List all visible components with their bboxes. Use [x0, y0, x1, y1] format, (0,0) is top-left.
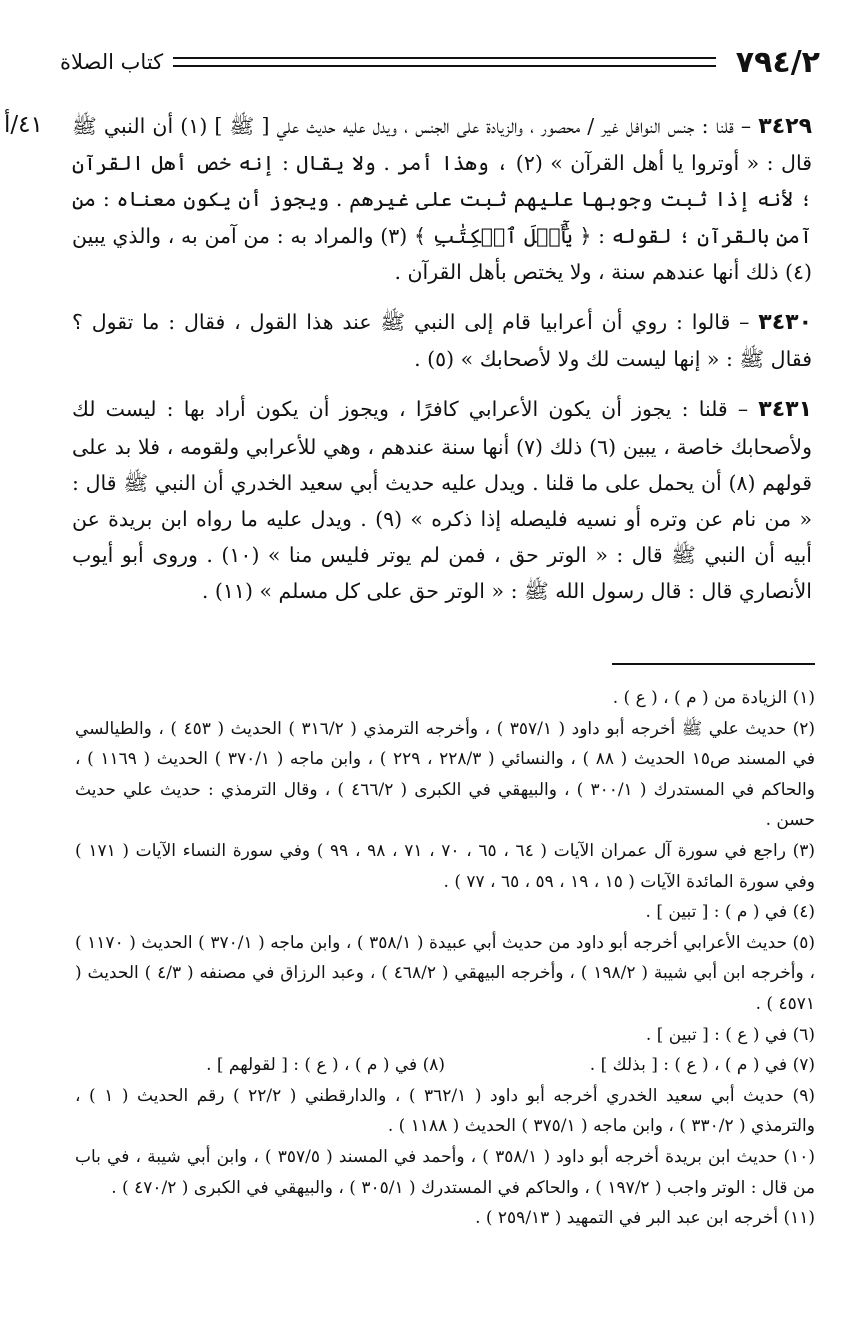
footnote-separator	[612, 663, 815, 665]
main-text	[72, 108, 812, 624]
footnote-8: (٨) في ( م ) ، ( ع ) : [ لقولهم ] .	[206, 1055, 445, 1076]
manuscript-folio-reference: ٤١/أ	[4, 112, 43, 138]
paragraph-number: ٣٤٢٩	[758, 114, 812, 139]
footnote-1: (١) الزيادة من ( م ) ، ( ع ) .	[612, 688, 815, 708]
page-number: ٧٩٤/٢	[735, 44, 820, 80]
footnote-10: (١٠) حديث ابن بريدة أخرجه أبو داود ( ٣٥٨/١ ) ، وأحمد في المسند ( ٣٥٧/٥ ) ، وابن أبي شيبة ، في باب من قال : الوتر واجب ( ١٩٧/٢ ) ، والحاكم في المستدرك ( ٣٠٥/١ ) ، والبيهقي في الكبرى ( ٤٧٠/٢ ) .	[75, 1146, 815, 1198]
footnote-6: (٦) في ( ع ) : [ تبين ] .	[645, 1024, 815, 1045]
footnote-7: (٧) في ( م ) ، ( ع ) : [ بذلك ] .	[589, 1055, 815, 1076]
footnote-row	[75, 1020, 815, 1051]
footnote-11: (١١) أخرجه ابن عبد البر في التمهيد ( ٢٥٩/١٣ ) .	[475, 1208, 815, 1229]
book-title: كتاب الصلاة	[60, 50, 164, 74]
footnote-4: (٤) في ( م ) : [ تبين ] .	[645, 902, 815, 923]
page-header	[60, 42, 820, 82]
footnote-5: (٥) حديث الأعرابي أخرجه أبو داود من حديث أبي عبيدة ( ٣٥٨/١ ) ، وابن ماجه ( ٣٧٠/١ ) الحديث ( ١١٧٠ ) ، وأخرجه ابن أبي شيبة ( ١٩٨/٢ ) ، وأخرجه البيهقي ( ٤٦٨/٢ ) ، وعبد الرزاق في مصنفه ( ٤/٣ ) الحديث ( ٤٥٧١ ) .	[75, 932, 816, 1014]
footnote-2: (٢) حديث علي ﷺ أخرجه أبو داود ( ٣٥٧/١ ) ، وأخرجه الترمذي ( ٣١٦/٢ ) الحديث ( ٤٥٣ ) ، والطيالسي في المسند ص١٥ الحديث ( ٨٨ ) ، والنسائي ( ٢٢٨/٣ ، ٢٢٩ ) ، وابن ماجه ( ٣٧٠/١ ) الحديث ( ١١٦٩ ) ، والحاكم في المستدرك ( ٣٠٠/١ ) ، والبيهقي في الكبرى ( ٤٦٦/٢ ) ، وقال الترمذي : حديث علي حديث حسن .	[75, 718, 815, 831]
footnote-9: (٩) حديث أبي سعيد الخدري أخرجه أبو داود ( ٣٦٢/١ ) ، والدارقطني ( ٢٢/٢ ) رقم الحديث ( ١ ) ، والترمذي ( ٣٣٠/٢ ) ، وابن ماجه ( ٣٧٥/١ ) الحديث ( ١١٨٨ ) .	[75, 1085, 815, 1137]
paragraph-3431	[72, 391, 812, 609]
footnotes	[75, 683, 815, 1234]
paragraph-text: – قلنا : جنس النوافل غير / محصور ، والزيادة على الجنس ، ويدل عليه حديث علي [ ﷺ ] (١) أن النبي ﷺ قال : « أوتروا يا أهل القرآن » (٢) ، وهذا أمر . ولا يقال : إنه خص أهل القرآن ؛ لأنه إذا ثبت وجوبها عليهم ثبت على غيرهم . ويجوز أن يكون معناه : من آمن بالقرآن ؛ لقوله : ﴿ يَٰٓأَهۡلَ ٱلۡكِتَٰبِ ﴾ (٣) والمراد به : من آمن به ، والذي يبين (٤) ذلك أنها عندهم سنة ، ولا يختص بأهل القرآن .	[72, 114, 812, 284]
paragraph-text: – قالوا : روي أن أعرابيا قام إلى النبي ﷺ عند هذا القول ، فقال : ما تقول ؟ فقال ﷺ : « إنها ليست لك ولا لأصحابك » (٥) .	[72, 310, 812, 372]
paragraph-3429	[72, 108, 812, 290]
header-double-rule	[173, 57, 716, 67]
paragraph-3430	[72, 304, 812, 377]
paragraph-number: ٣٤٣٠	[758, 310, 812, 336]
footnote-row	[75, 1050, 815, 1081]
paragraph-number: ٣٤٣١	[758, 397, 812, 423]
footnote-3: (٣) راجع في سورة آل عمران الآيات ( ٦٤ ، ٦٥ ، ٧٠ ، ٧١ ، ٩٨ ، ٩٩ ) وفي سورة النساء الآيات ( ١٧١ ) وفي سورة المائدة الآيات ( ١٥ ، ١٩ ، ٥٩ ، ٦٥ ، ٧٧ ) .	[75, 840, 816, 892]
paragraph-text: – قلنا : يجوز أن يكون الأعرابي كافرًا ، ويجوز أن يكون أراد بها : ليست لك ولأصحابك خاصة ، يبين (٦) ذلك (٧) أنها سنة عندهم ، وهي للأعرابي ولقومه ، فلا بد على قولهم (٨) أن يحمل على ما قلنا . ويدل عليه حديث أبي سعيد الخدري أن النبي ﷺ قال : « من نام عن وتره أو نسيه فليصله إذا ذكره » (٩) . ويدل عليه ما رواه ابن بريدة عن أبيه أن النبي ﷺ قال : « الوتر حق ، فمن لم يوتر فليس منا » (١٠) . وروى أبو أيوب الأنصاري قال : قال رسول الله ﷺ : « الوتر حق على كل مسلم » (١١) .	[72, 397, 813, 604]
